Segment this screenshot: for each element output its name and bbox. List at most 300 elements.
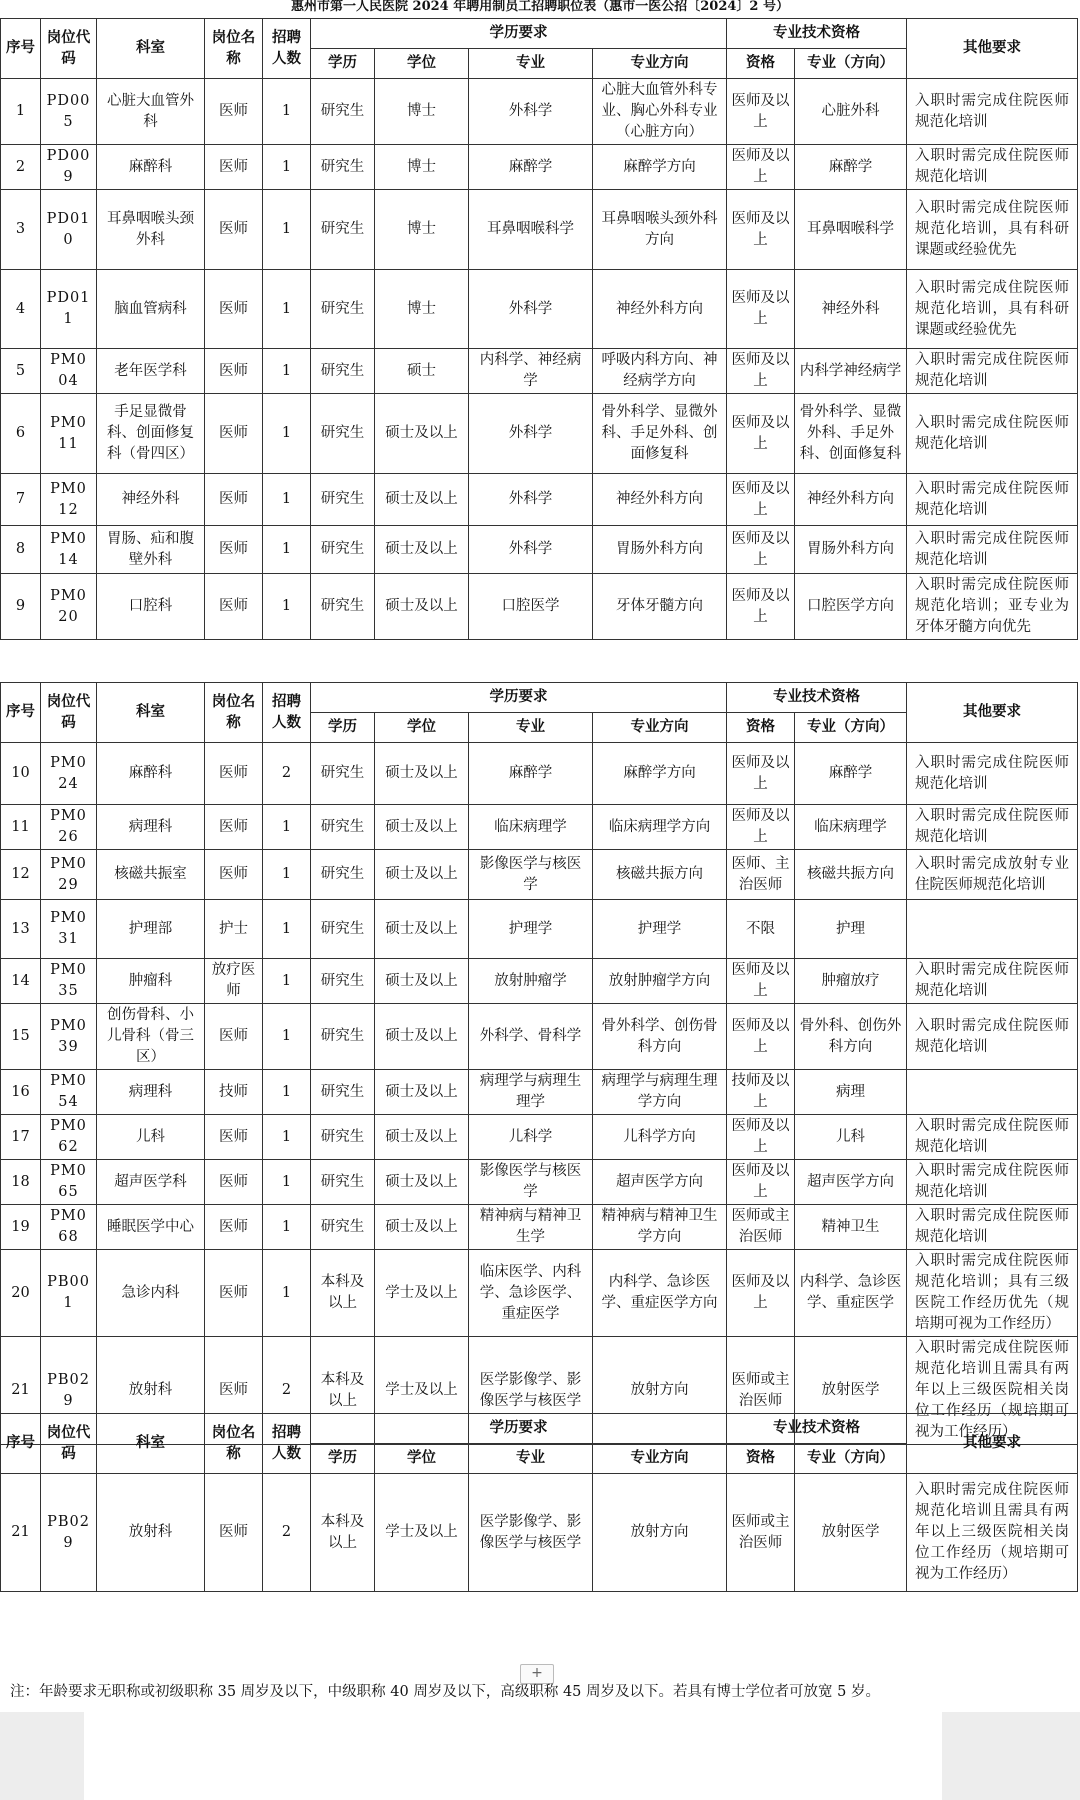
- cell-direction: 心脏大血管外科专业、胸心外科专业（心脏方向）: [593, 79, 727, 145]
- recruitment-table: [0, 18, 1078, 640]
- header-post: 岗位名称: [205, 19, 263, 79]
- cell-code: PM020: [41, 574, 97, 640]
- header-direction: 专业方向: [593, 1444, 727, 1474]
- cell-edu: 研究生: [311, 850, 375, 900]
- table-row: [1, 190, 1078, 270]
- cell-major: 儿科学: [469, 1115, 593, 1160]
- cell-tech-major: 内科学、急诊医学、重症医学: [795, 1250, 907, 1337]
- cell-count: 1: [263, 349, 311, 394]
- cell-degree: 硕士及以上: [375, 900, 469, 959]
- next-page-sheet: [84, 1712, 942, 1800]
- header-dept: 科室: [97, 683, 205, 743]
- cell-major: 医学影像学、影像医学与核医学: [469, 1337, 593, 1445]
- cell-other: 入职时需完成放射专业住院医师规范化培训: [907, 850, 1078, 900]
- cell-degree: 硕士及以上: [375, 394, 469, 474]
- add-row-button[interactable]: +: [520, 1664, 554, 1684]
- cell-dept: 护理部: [97, 900, 205, 959]
- header-direction: 专业方向: [593, 49, 727, 79]
- cell-tech-major: 放射医学: [795, 1337, 907, 1445]
- header-count: 招聘人数: [263, 1414, 311, 1474]
- header-count: 招聘人数: [263, 19, 311, 79]
- cell-dept: 放射科: [97, 1474, 205, 1592]
- cell-dept: 儿科: [97, 1115, 205, 1160]
- cell-dept: 口腔科: [97, 574, 205, 640]
- cell-direction: 麻醉学方向: [593, 145, 727, 190]
- cell-code: PM065: [41, 1160, 97, 1205]
- table-page-2: [0, 682, 1077, 1445]
- cell-post: 医师: [205, 526, 263, 574]
- cell-no: 13: [1, 900, 41, 959]
- cell-code: PD009: [41, 145, 97, 190]
- cell-count: 1: [263, 474, 311, 526]
- cell-code: PM068: [41, 1205, 97, 1250]
- cell-tech-major: 精神卫生: [795, 1205, 907, 1250]
- table-row: [1, 1250, 1078, 1337]
- cell-major: 外科学: [469, 394, 593, 474]
- cell-major: 影像医学与核医学: [469, 1160, 593, 1205]
- cell-tech-major: 胃肠外科方向: [795, 526, 907, 574]
- table-row: [1, 1474, 1078, 1592]
- cell-post: 医师: [205, 394, 263, 474]
- cell-post: 医师: [205, 805, 263, 850]
- table-row: [1, 743, 1078, 805]
- cell-tech-major: 骨外科、创伤外科方向: [795, 1004, 907, 1070]
- cell-no: 12: [1, 850, 41, 900]
- cell-degree: 硕士及以上: [375, 1070, 469, 1115]
- cell-qual: 医师及以上: [727, 959, 795, 1004]
- cell-no: 19: [1, 1205, 41, 1250]
- cell-degree: 博士: [375, 79, 469, 145]
- cell-post: 医师: [205, 1115, 263, 1160]
- table-row: [1, 850, 1078, 900]
- cell-major: 外科学: [469, 526, 593, 574]
- cell-post: 医师: [205, 850, 263, 900]
- cell-count: 1: [263, 574, 311, 640]
- cell-degree: 硕士及以上: [375, 1205, 469, 1250]
- cell-count: 1: [263, 1250, 311, 1337]
- cell-edu: 本科及以上: [311, 1474, 375, 1592]
- cell-degree: 学士及以上: [375, 1337, 469, 1445]
- cell-direction: 骨外科学、显微外科、手足外科、创面修复科: [593, 394, 727, 474]
- cell-other: 入职时需完成住院医师规范化培训；亚专业为牙体牙髓方向优先: [907, 574, 1078, 640]
- cell-edu: 研究生: [311, 805, 375, 850]
- cell-major: 病理学与病理生理学: [469, 1070, 593, 1115]
- header-other: 其他要求: [907, 19, 1078, 79]
- cell-other: 入职时需完成住院医师规范化培训: [907, 145, 1078, 190]
- cell-no: 14: [1, 959, 41, 1004]
- cell-code: PM035: [41, 959, 97, 1004]
- cell-direction: 病理学与病理生理学方向: [593, 1070, 727, 1115]
- cell-count: 1: [263, 190, 311, 270]
- cell-edu: 研究生: [311, 900, 375, 959]
- header-degree: 学位: [375, 713, 469, 743]
- cell-qual: 医师及以上: [727, 270, 795, 349]
- cell-major: 外科学、骨科学: [469, 1004, 593, 1070]
- header-direction: 专业方向: [593, 713, 727, 743]
- header-qual: 资格: [727, 713, 795, 743]
- cell-other: [907, 900, 1078, 959]
- cell-dept: 睡眠医学中心: [97, 1205, 205, 1250]
- cell-other: [907, 1070, 1078, 1115]
- header-row: [1, 1414, 1078, 1444]
- table-row: [1, 574, 1078, 640]
- cell-other: 入职时需完成住院医师规范化培训: [907, 1004, 1078, 1070]
- table-row: [1, 79, 1078, 145]
- cell-degree: 硕士及以上: [375, 959, 469, 1004]
- cell-code: PM026: [41, 805, 97, 850]
- cell-no: 18: [1, 1160, 41, 1205]
- cell-count: 1: [263, 526, 311, 574]
- cell-major: 精神病与精神卫生学: [469, 1205, 593, 1250]
- footnote: 注：年龄要求无职称或初级职称 35 周岁及以下，中级职称 40 周岁及以下，高级职称 45 周岁及以下。若具有博士学位者可放宽 5 岁。: [10, 1684, 880, 1700]
- cell-post: 医师: [205, 1160, 263, 1205]
- cell-no: 21: [1, 1474, 41, 1592]
- cell-direction: 放射方向: [593, 1337, 727, 1445]
- cell-qual: 医师及以上: [727, 805, 795, 850]
- cell-edu: 研究生: [311, 145, 375, 190]
- cell-post: 医师: [205, 743, 263, 805]
- cell-post: 医师: [205, 574, 263, 640]
- cell-code: PM004: [41, 349, 97, 394]
- table-row: [1, 959, 1078, 1004]
- cell-qual: 医师及以上: [727, 190, 795, 270]
- cell-degree: 硕士及以上: [375, 474, 469, 526]
- cell-dept: 放射科: [97, 1337, 205, 1445]
- cell-direction: 麻醉学方向: [593, 743, 727, 805]
- header-other: 其他要求: [907, 1414, 1078, 1474]
- cell-no: 3: [1, 190, 41, 270]
- cell-post: 医师: [205, 474, 263, 526]
- cell-dept: 急诊内科: [97, 1250, 205, 1337]
- cell-major: 影像医学与核医学: [469, 850, 593, 900]
- header-edu: 学历: [311, 49, 375, 79]
- cell-code: PM062: [41, 1115, 97, 1160]
- cell-edu: 研究生: [311, 270, 375, 349]
- cell-tech-major: 神经外科方向: [795, 474, 907, 526]
- cell-count: 1: [263, 850, 311, 900]
- cell-tech-major: 骨外科学、显微外科、手足外科、创面修复科: [795, 394, 907, 474]
- cell-code: PM011: [41, 394, 97, 474]
- cell-other: 入职时需完成住院医师规范化培训: [907, 1205, 1078, 1250]
- cell-edu: 研究生: [311, 190, 375, 270]
- cell-qual: 医师及以上: [727, 1115, 795, 1160]
- header-tech-group: 专业技术资格: [727, 1414, 907, 1444]
- cell-edu: 研究生: [311, 1070, 375, 1115]
- cell-direction: 牙体牙髓方向: [593, 574, 727, 640]
- cell-edu: 研究生: [311, 743, 375, 805]
- cell-tech-major: 核磁共振方向: [795, 850, 907, 900]
- cell-code: PB001: [41, 1250, 97, 1337]
- header-no: 序号: [1, 19, 41, 79]
- cell-other: 入职时需完成住院医师规范化培训且需具有两年以上三级医院相关岗位工作经历（规培期可视为工作经历）: [907, 1337, 1078, 1445]
- cell-edu: 研究生: [311, 79, 375, 145]
- cell-direction: 胃肠外科方向: [593, 526, 727, 574]
- cell-direction: 放射方向: [593, 1474, 727, 1592]
- cell-major: 外科学: [469, 474, 593, 526]
- cell-count: 1: [263, 900, 311, 959]
- header-tech-group: 专业技术资格: [727, 683, 907, 713]
- table-row: [1, 900, 1078, 959]
- header-dept: 科室: [97, 19, 205, 79]
- cell-post: 医师: [205, 1004, 263, 1070]
- cell-direction: 儿科学方向: [593, 1115, 727, 1160]
- cell-count: 1: [263, 1115, 311, 1160]
- recruitment-table: [0, 1413, 1078, 1592]
- cell-direction: 临床病理学方向: [593, 805, 727, 850]
- cell-post: 医师: [205, 1250, 263, 1337]
- header-edu: 学历: [311, 1444, 375, 1474]
- cell-dept: 病理科: [97, 1070, 205, 1115]
- cell-tech-major: 麻醉学: [795, 743, 907, 805]
- cell-post: 医师: [205, 270, 263, 349]
- header-no: 序号: [1, 683, 41, 743]
- cell-post: 医师: [205, 1337, 263, 1445]
- header-tech-major: 专业（方向）: [795, 49, 907, 79]
- header-major: 专业: [469, 1444, 593, 1474]
- cell-post: 放疗医师: [205, 959, 263, 1004]
- cell-qual: 医师、主治医师: [727, 850, 795, 900]
- cell-count: 1: [263, 1004, 311, 1070]
- cell-degree: 硕士: [375, 349, 469, 394]
- cell-major: 麻醉学: [469, 145, 593, 190]
- cell-dept: 手足显微骨科、创面修复科（骨四区）: [97, 394, 205, 474]
- cell-degree: 硕士及以上: [375, 1160, 469, 1205]
- header-major: 专业: [469, 49, 593, 79]
- table-row: [1, 1205, 1078, 1250]
- cell-dept: 麻醉科: [97, 743, 205, 805]
- cell-degree: 硕士及以上: [375, 850, 469, 900]
- cell-no: 4: [1, 270, 41, 349]
- header-row: [1, 19, 1078, 49]
- table-row: [1, 270, 1078, 349]
- cell-post: 医师: [205, 349, 263, 394]
- cell-degree: 硕士及以上: [375, 805, 469, 850]
- cell-tech-major: 放射医学: [795, 1474, 907, 1592]
- cell-degree: 硕士及以上: [375, 1004, 469, 1070]
- cell-tech-major: 病理: [795, 1070, 907, 1115]
- cell-tech-major: 麻醉学: [795, 145, 907, 190]
- header-degree: 学位: [375, 1444, 469, 1474]
- cell-count: 2: [263, 1474, 311, 1592]
- cell-major: 临床医学、内科学、急诊医学、重症医学: [469, 1250, 593, 1337]
- cell-code: PM014: [41, 526, 97, 574]
- table-row: [1, 526, 1078, 574]
- cell-post: 医师: [205, 1474, 263, 1592]
- cell-qual: 医师及以上: [727, 1004, 795, 1070]
- cell-direction: 骨外科学、创伤骨科方向: [593, 1004, 727, 1070]
- header-dept: 科室: [97, 1414, 205, 1474]
- cell-no: 17: [1, 1115, 41, 1160]
- cell-no: 9: [1, 574, 41, 640]
- cell-major: 麻醉学: [469, 743, 593, 805]
- cell-tech-major: 口腔医学方向: [795, 574, 907, 640]
- cell-other: 入职时需完成住院医师规范化培训: [907, 526, 1078, 574]
- cell-edu: 研究生: [311, 349, 375, 394]
- cell-edu: 研究生: [311, 574, 375, 640]
- cell-direction: 神经外科方向: [593, 474, 727, 526]
- cell-direction: 护理学: [593, 900, 727, 959]
- cell-qual: 医师及以上: [727, 526, 795, 574]
- cell-other: 入职时需完成住院医师规范化培训: [907, 743, 1078, 805]
- cell-dept: 核磁共振室: [97, 850, 205, 900]
- cell-qual: 不限: [727, 900, 795, 959]
- table-row: [1, 474, 1078, 526]
- cell-no: 21: [1, 1337, 41, 1445]
- cell-code: PM039: [41, 1004, 97, 1070]
- header-post: 岗位名称: [205, 1414, 263, 1474]
- cell-degree: 博士: [375, 270, 469, 349]
- cell-no: 16: [1, 1070, 41, 1115]
- cell-count: 1: [263, 270, 311, 349]
- cell-qual: 医师及以上: [727, 474, 795, 526]
- table-row: [1, 1160, 1078, 1205]
- cell-dept: 麻醉科: [97, 145, 205, 190]
- cell-major: 护理学: [469, 900, 593, 959]
- header-tech-major: 专业（方向）: [795, 713, 907, 743]
- cell-qual: 医师及以上: [727, 349, 795, 394]
- cell-edu: 研究生: [311, 1115, 375, 1160]
- cell-dept: 肿瘤科: [97, 959, 205, 1004]
- table-row: [1, 805, 1078, 850]
- cell-other: 入职时需完成住院医师规范化培训: [907, 1160, 1078, 1205]
- header-qual: 资格: [727, 1444, 795, 1474]
- cell-direction: 超声医学方向: [593, 1160, 727, 1205]
- cell-other: 入职时需完成住院医师规范化培训: [907, 394, 1078, 474]
- cell-qual: 医师及以上: [727, 1250, 795, 1337]
- cell-other: 入职时需完成住院医师规范化培训，具有科研课题或经验优先: [907, 190, 1078, 270]
- cell-direction: 神经外科方向: [593, 270, 727, 349]
- cell-code: PM029: [41, 850, 97, 900]
- cell-tech-major: 儿科: [795, 1115, 907, 1160]
- cell-edu: 研究生: [311, 1160, 375, 1205]
- cell-direction: 放射肿瘤学方向: [593, 959, 727, 1004]
- cell-no: 5: [1, 349, 41, 394]
- cell-qual: 医师及以上: [727, 145, 795, 190]
- cell-edu: 研究生: [311, 1205, 375, 1250]
- cell-qual: 医师或主治医师: [727, 1337, 795, 1445]
- cell-degree: 学士及以上: [375, 1250, 469, 1337]
- cell-degree: 硕士及以上: [375, 526, 469, 574]
- cell-dept: 心脏大血管外科: [97, 79, 205, 145]
- cell-dept: 神经外科: [97, 474, 205, 526]
- cell-count: 2: [263, 1337, 311, 1445]
- cell-other: 入职时需完成住院医师规范化培训: [907, 805, 1078, 850]
- cell-post: 技师: [205, 1070, 263, 1115]
- header-edu-group: 学历要求: [311, 19, 727, 49]
- cell-no: 7: [1, 474, 41, 526]
- header-edu-group: 学历要求: [311, 1414, 727, 1444]
- cell-dept: 超声医学科: [97, 1160, 205, 1205]
- cell-no: 8: [1, 526, 41, 574]
- cell-post: 医师: [205, 1205, 263, 1250]
- table-page-1: [0, 18, 1077, 640]
- header-tech-group: 专业技术资格: [727, 19, 907, 49]
- cell-other: 入职时需完成住院医师规范化培训: [907, 79, 1078, 145]
- cell-major: 外科学: [469, 79, 593, 145]
- cell-edu: 研究生: [311, 394, 375, 474]
- cell-edu: 研究生: [311, 474, 375, 526]
- cell-no: 2: [1, 145, 41, 190]
- cell-tech-major: 神经外科: [795, 270, 907, 349]
- cell-code: PB029: [41, 1474, 97, 1592]
- cell-other: 入职时需完成住院医师规范化培训，具有科研课题或经验优先: [907, 270, 1078, 349]
- cell-dept: 耳鼻咽喉头颈外科: [97, 190, 205, 270]
- cell-tech-major: 护理: [795, 900, 907, 959]
- cell-qual: 医师及以上: [727, 79, 795, 145]
- cell-code: PM024: [41, 743, 97, 805]
- cell-count: 1: [263, 145, 311, 190]
- header-major: 专业: [469, 713, 593, 743]
- cell-post: 医师: [205, 190, 263, 270]
- cell-count: 1: [263, 805, 311, 850]
- cell-code: PM031: [41, 900, 97, 959]
- cell-degree: 硕士及以上: [375, 574, 469, 640]
- cell-direction: 呼吸内科方向、神经病学方向: [593, 349, 727, 394]
- cell-major: 外科学: [469, 270, 593, 349]
- recruitment-table: [0, 682, 1078, 1445]
- header-no: 序号: [1, 1414, 41, 1474]
- cell-post: 医师: [205, 145, 263, 190]
- cell-major: 放射肿瘤学: [469, 959, 593, 1004]
- cell-qual: 医师及以上: [727, 574, 795, 640]
- header-other: 其他要求: [907, 683, 1078, 743]
- table-row: [1, 1115, 1078, 1160]
- cell-dept: 病理科: [97, 805, 205, 850]
- cell-code: PD005: [41, 79, 97, 145]
- cell-tech-major: 内科学神经病学: [795, 349, 907, 394]
- header-tech-major: 专业（方向）: [795, 1444, 907, 1474]
- table-row: [1, 394, 1078, 474]
- cell-post: 医师: [205, 79, 263, 145]
- cell-tech-major: 心脏外科: [795, 79, 907, 145]
- cell-edu: 研究生: [311, 526, 375, 574]
- cell-direction: 核磁共振方向: [593, 850, 727, 900]
- cell-degree: 博士: [375, 190, 469, 270]
- cell-no: 15: [1, 1004, 41, 1070]
- header-code: 岗位代码: [41, 1414, 97, 1474]
- cell-count: 1: [263, 1160, 311, 1205]
- header-count: 招聘人数: [263, 683, 311, 743]
- table-row: [1, 1004, 1078, 1070]
- cell-other: 入职时需完成住院医师规范化培训；具有三级医院工作经历优先（规培期可视为工作经历）: [907, 1250, 1078, 1337]
- cell-tech-major: 临床病理学: [795, 805, 907, 850]
- cell-tech-major: 肿瘤放疗: [795, 959, 907, 1004]
- cell-major: 医学影像学、影像医学与核医学: [469, 1474, 593, 1592]
- cell-degree: 学士及以上: [375, 1474, 469, 1592]
- cell-code: PB029: [41, 1337, 97, 1445]
- table-row: [1, 1070, 1078, 1115]
- header-degree: 学位: [375, 49, 469, 79]
- cell-count: 1: [263, 79, 311, 145]
- header-post: 岗位名称: [205, 683, 263, 743]
- cell-qual: 技师及以上: [727, 1070, 795, 1115]
- cell-major: 口腔医学: [469, 574, 593, 640]
- cell-edu: 研究生: [311, 959, 375, 1004]
- table-row: [1, 145, 1078, 190]
- table-row: [1, 349, 1078, 394]
- header-code: 岗位代码: [41, 683, 97, 743]
- cell-direction: 耳鼻咽喉头颈外科方向: [593, 190, 727, 270]
- cell-dept: 老年医学科: [97, 349, 205, 394]
- cell-count: 1: [263, 959, 311, 1004]
- cell-dept: 创伤骨科、小儿骨科（骨三区）: [97, 1004, 205, 1070]
- cell-tech-major: 超声医学方向: [795, 1160, 907, 1205]
- cell-no: 11: [1, 805, 41, 850]
- cell-post: 护士: [205, 900, 263, 959]
- cell-tech-major: 耳鼻咽喉科学: [795, 190, 907, 270]
- cell-qual: 医师或主治医师: [727, 1474, 795, 1592]
- cell-no: 10: [1, 743, 41, 805]
